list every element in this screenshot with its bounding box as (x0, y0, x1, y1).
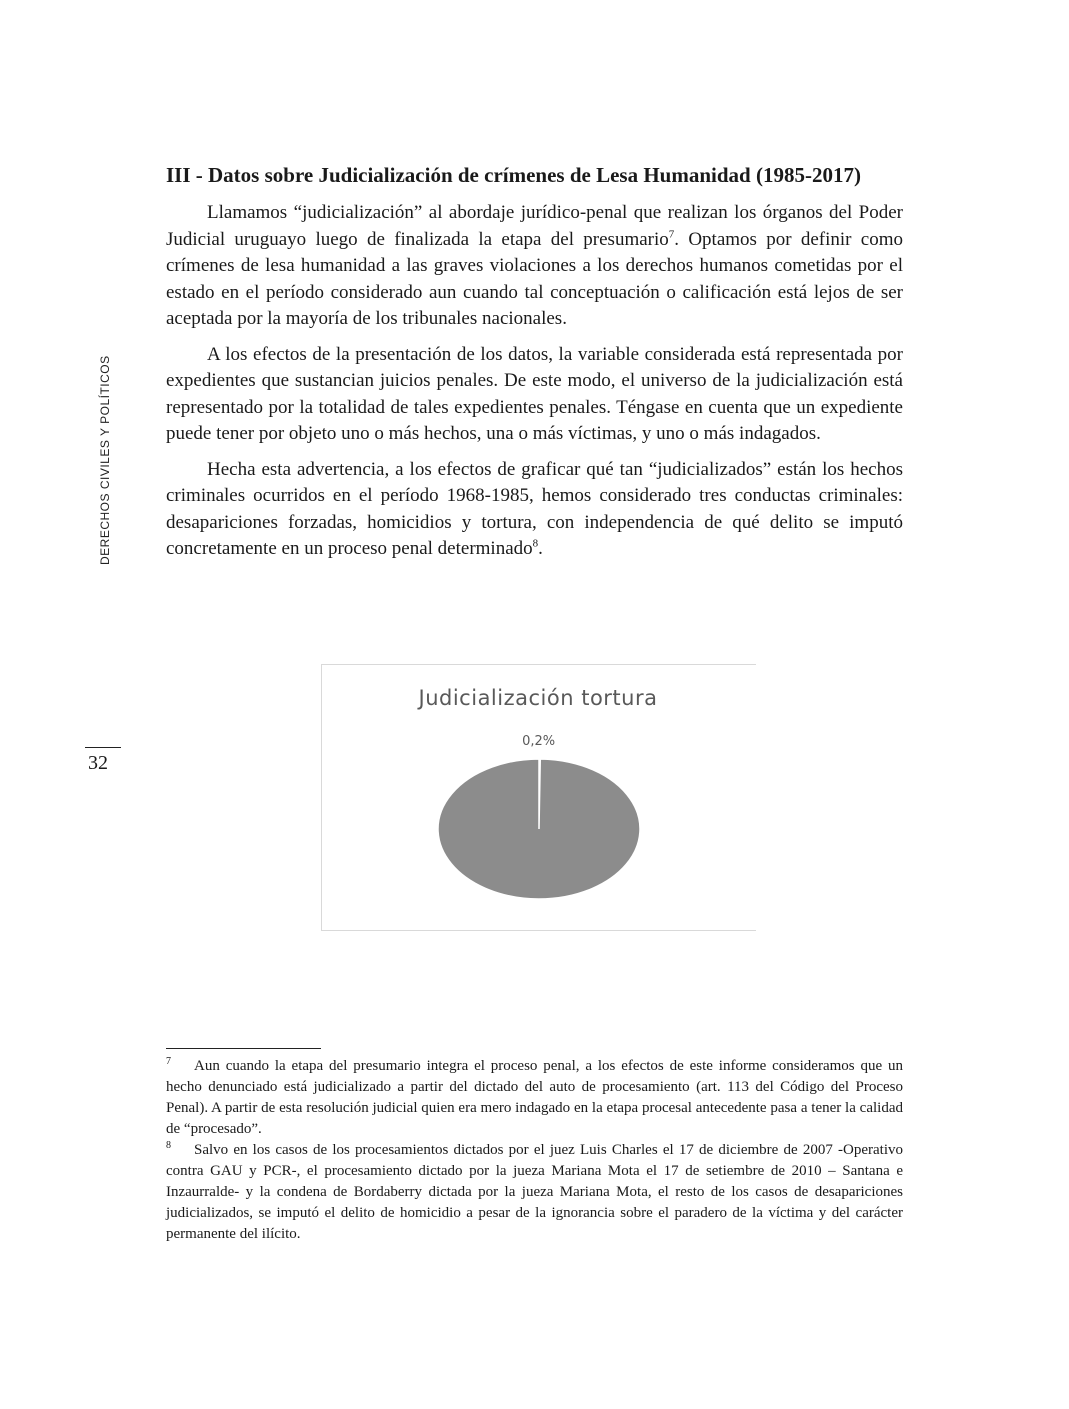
paragraph-3: Hecha esta advertencia, a los efectos de graficar qué tan “judicializados” están los hechos criminales ocurridos en el período 1968-1985, hemos considerado tres conductas criminales: desapariciones forzadas, homicidios y tortura, con independencia de qué delito se imputó concretamente en un proceso penal determinado$^8$. (166, 458, 903, 559)
page-number: 32 (88, 752, 108, 774)
pie-chart (321, 664, 756, 931)
footnotes (166, 1056, 903, 1245)
page-number-rule (85, 747, 121, 748)
paragraph-1: Llamamos “judicialización” al abordaje jurídico-penal que realizan los órganos del Poder Judicial uruguayo luego de finalizada la etapa del presumario$^7$. Optamos por definir como crímenes de lesa humanidad a las graves violaciones a los derechos humanos cometidas por el estado en el período considerado aun cuando tal conceptuación o calificación está lejos de ser aceptada por la mayoría de los tribunales nacionales. (166, 202, 903, 329)
chart-title: Judicialización tortura (418, 686, 658, 710)
side-section-label: DERECHOS CIVILES Y POLÍTICOS (98, 355, 112, 565)
paragraph-2: A los efectos de la presentación de los datos, la variable considerada está representada por expedientes que sustancian juicios penales. De este modo, el universo de la judicialización está representado por la totalidad de tales expedientes penales. Téngase en cuenta que un expediente puede tener por objeto uno o más hechos, una o más víctimas, y uno o más indagados. (166, 343, 903, 444)
main-content (166, 160, 903, 572)
footnote-rule (166, 1048, 321, 1049)
pie-chart-svg (322, 665, 756, 930)
pie-slice-label-0: 0,2% (522, 734, 556, 750)
footnote-ref-7[interactable]: 7 (668, 228, 675, 241)
footnote-8: 8 Salvo en los casos de los procesamientos dictados por el juez Luis Charles el 17 de diciembre de 2007 -Operativo contra GAU y PCR-, el procesamiento dictado por la jueza Mariana Mota el 17 de setiembre de 2010 – Santana e Inzaurralde- y la condena de Bordaberry dictada por la jueza Mariana Mota, el resto de los casos de desapariciones judicializados, se imputó el delito de homicidio a pesar de la ignorancia sobre el paradero de la víctima y del carácter permanente del ilícito. (166, 1140, 903, 1242)
section-heading: III - Datos sobre Judicialización de crímenes de Lesa Humanidad (1985-2017) (166, 163, 861, 187)
footnote-ref-8[interactable]: 8 (532, 537, 539, 550)
pie-slice-1 (438, 759, 640, 899)
footnote-7: 7 Aun cuando la etapa del presumario integra el proceso penal, a los efectos de este informe consideramos que un hecho denunciado está judicializado a partir del dictado del auto de procesamiento (art. 113 del Código del Proceso Penal). A partir de esta resolución judicial quien era mero indagado en la etapa procesal antecedente pasa a tener la calidad de “procesado”. (166, 1056, 903, 1137)
